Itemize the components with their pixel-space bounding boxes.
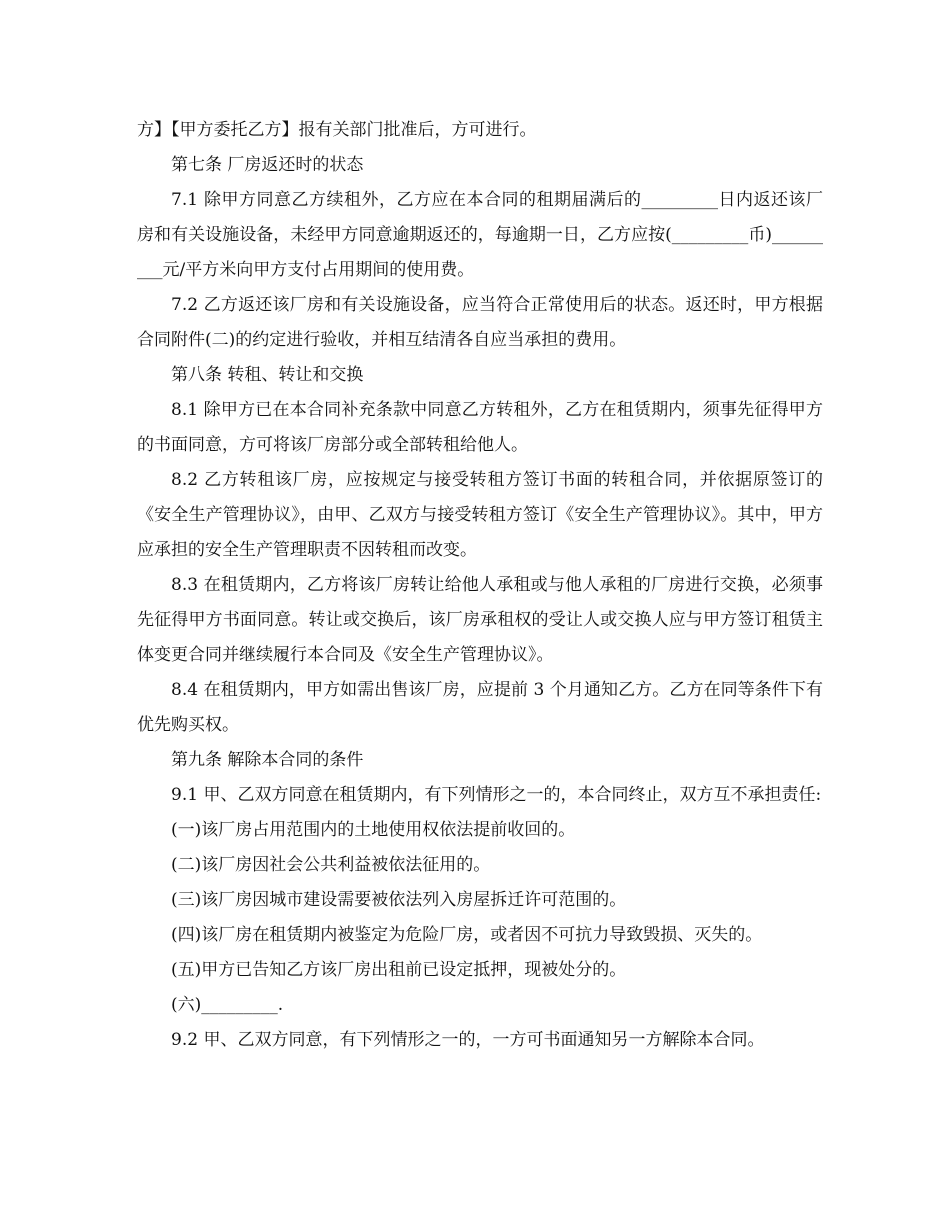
list-item-4: (四)该厂房在租赁期内被鉴定为危险厂房，或者因不可抗力导致毁损、灭失的。 [171,925,763,945]
document-body [137,113,823,1058]
clause-7-1: 7.1 除甲方同意乙方续租外，乙方应在本合同的租期届满后的_________日内返还该厂房和有关设施设备，未经甲方同意逾期返还的，每逾期一日，乙方应按(_________币)_________元/平方米向甲方支付占用期间的使用费。 [137,190,823,280]
clause-9-2: 9.2 甲、乙双方同意，有下列情形之一的，一方可书面通知另一方解除本合同。 [171,1030,765,1050]
clause-9-1: 9.1 甲、乙双方同意在租赁期内，有下列情形之一的，本合同终止，双方互不承担责任: [171,785,822,805]
list-item-6: (六)_________. [171,995,284,1015]
clause-7-2: 7.2 乙方返还该厂房和有关设施设备，应当符合正常使用后的状态。返还时，甲方根据合同附件(二)的约定进行验收，并相互结清各自应当承担的费用。 [137,295,823,350]
clause-8-2: 8.2 乙方转租该厂房，应按规定与接受转租方签订书面的转租合同，并依据原签订的《安全生产管理协议》，由甲、乙双方与接受转租方签订《安全生产管理协议》。其中，甲方应承担的安全生产管理职责不因转租而改变。 [137,470,823,560]
list-item-3: (三)该厂房因城市建设需要被依法列入房屋拆迁许可范围的。 [171,890,627,910]
list-item-5: (五)甲方已告知乙方该厂房出租前已设定抵押，现被处分的。 [171,960,627,980]
article-7-heading: 第七条 厂房返还时的状态 [171,155,364,175]
list-item-1: (一)该厂房占用范围内的土地使用权依法提前收回的。 [171,820,576,840]
article-9-heading: 第九条 解除本合同的条件 [171,750,364,770]
article-8-heading: 第八条 转租、转让和交换 [171,365,364,385]
list-item-2: (二)该厂房因社会公共利益被依法征用的。 [171,855,491,875]
paragraph-continuation: 方】【甲方委托乙方】报有关部门批准后，方可进行。 [137,120,537,140]
clause-8-1: 8.1 除甲方已在本合同补充条款中同意乙方转租外，乙方在租赁期内，须事先征得甲方的书面同意，方可将该厂房部分或全部转租给他人。 [137,400,823,455]
clause-8-4: 8.4 在租赁期内，甲方如需出售该厂房，应提前 3 个月通知乙方。乙方在同等条件下有优先购买权。 [137,680,823,735]
clause-8-3: 8.3 在租赁期内，乙方将该厂房转让给他人承租或与他人承租的厂房进行交换，必须事先征得甲方书面同意。转让或交换后，该厂房承租权的受让人或交换人应与甲方签订租赁主体变更合同并继续履行本合同及《安全生产管理协议》。 [137,575,823,665]
